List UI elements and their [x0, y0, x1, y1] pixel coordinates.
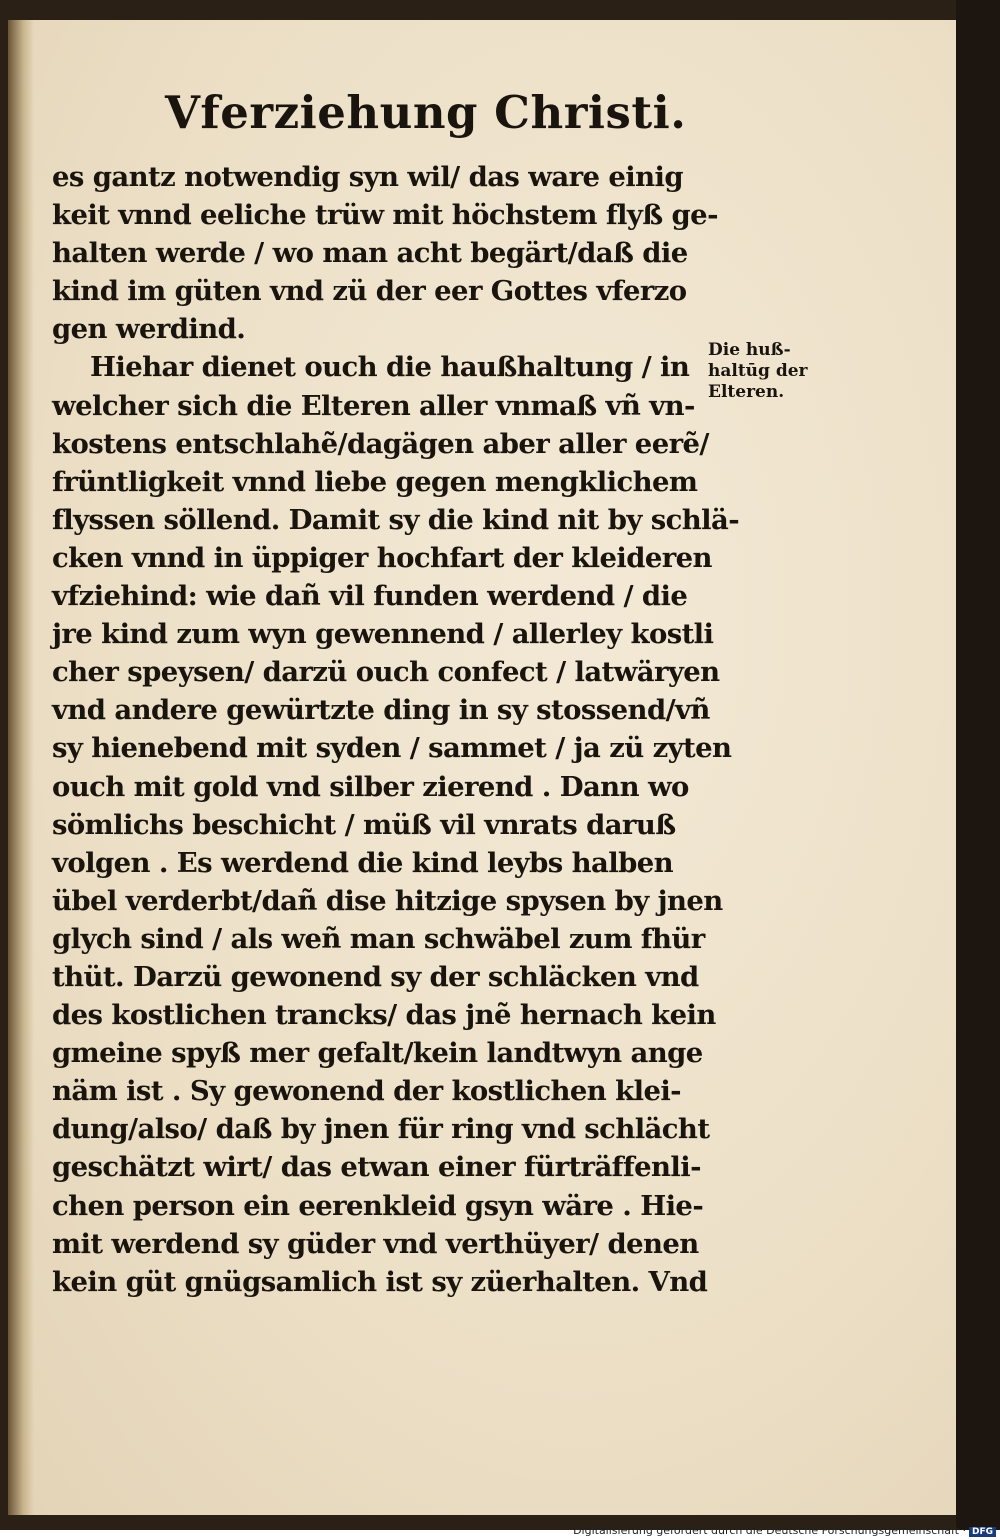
text-line: welcher sich die Elteren aller vnmaß vñ vn- — [52, 389, 695, 422]
text-line: cken vnnd in üppiger hochfart der kleideren — [52, 541, 712, 574]
text-line: kostens entschlahẽ/dagägen aber aller eerẽ/ — [52, 427, 709, 460]
text-line: jre kind zum wyn gewennend / allerley kostli — [52, 618, 714, 651]
marginal-note-line: Elteren. — [708, 382, 785, 402]
text-line: ouch mit gold vnd silber zierend . Dann wo — [52, 770, 689, 803]
text-line: cher speysen/ darzü ouch confect / latwäryen — [52, 656, 720, 689]
text-line: vnd andere gewürtzte ding in sy stossend/vñ — [52, 694, 710, 727]
text-line: geschätzt wirt/ das etwan einer fürträffenli- — [52, 1151, 701, 1184]
marginal-note-line: haltūg der — [708, 361, 808, 381]
text-line: keit vnnd eeliche trüw mit höchstem flyß ge- — [52, 199, 718, 232]
text-line: thüt. Darzü gewonend sy der schläcken vnd — [52, 960, 699, 993]
text-line: sy hienebend mit syden / sammet / ja zü zyten — [52, 732, 732, 765]
text-line: mit werdend sy güder vnd verthüyer/ denen — [52, 1227, 699, 1260]
text-line-paragraph-start: Hiehar dienet ouch die haußhaltung / in — [90, 351, 690, 384]
page-heading: Vferziehung Christi. — [165, 86, 687, 139]
text-line: kein güt gnügsamlich ist sy züerhalten. Vnd — [52, 1265, 708, 1298]
text-line: sömlichs beschicht / müß vil vnrats daruß — [52, 808, 676, 841]
dfg-logo: DFG — [969, 1527, 996, 1537]
page-spine-shadow — [8, 20, 34, 1515]
marginal-note-line: Die huß- — [708, 340, 791, 360]
text-line: volgen . Es werdend die kind leybs halben — [52, 846, 674, 879]
text-line: halten werde / wo man acht begärt/daß die — [52, 237, 688, 270]
text-line: näm ist . Sy gewonend der kostlichen klei- — [52, 1075, 681, 1108]
text-line: früntligkeit vnnd liebe gegen mengklichem — [52, 465, 698, 498]
marginal-note — [708, 340, 848, 403]
text-line: vfziehind: wie dañ vil funden werdend / die — [52, 580, 688, 613]
text-line: es gantz notwendig syn wil/ das ware einig — [52, 161, 683, 193]
text-line: dung/also/ daß by jnen für ring vnd schlächt — [52, 1113, 710, 1146]
text-line: kind im güten vnd zü der eer Gottes vferzo — [52, 275, 687, 308]
text-line: gmeine spyß mer gefalt/kein landtwyn ange — [52, 1037, 703, 1070]
text-line: des kostlichen trancks/ das jnẽ hernach kein — [52, 999, 716, 1032]
body-text — [52, 158, 740, 1301]
book-edge — [956, 0, 1000, 1530]
text-line: flyssen söllend. Damit sy die kind nit by schlä- — [52, 503, 740, 536]
text-line: chen person ein eerenkleid gsyn wäre . Hie- — [52, 1189, 704, 1222]
text-line: übel verderbt/dañ dise hitzige spysen by jnen — [52, 884, 723, 917]
text-line: gen werdind. — [52, 313, 246, 346]
footer-text: Digitalisierung gefördert durch die Deutsche Forschungsgemeinschaft · — [573, 1524, 966, 1537]
digitization-footer — [573, 1524, 996, 1537]
text-line: glych sind / als weñ man schwäbel zum fhür — [52, 922, 705, 955]
